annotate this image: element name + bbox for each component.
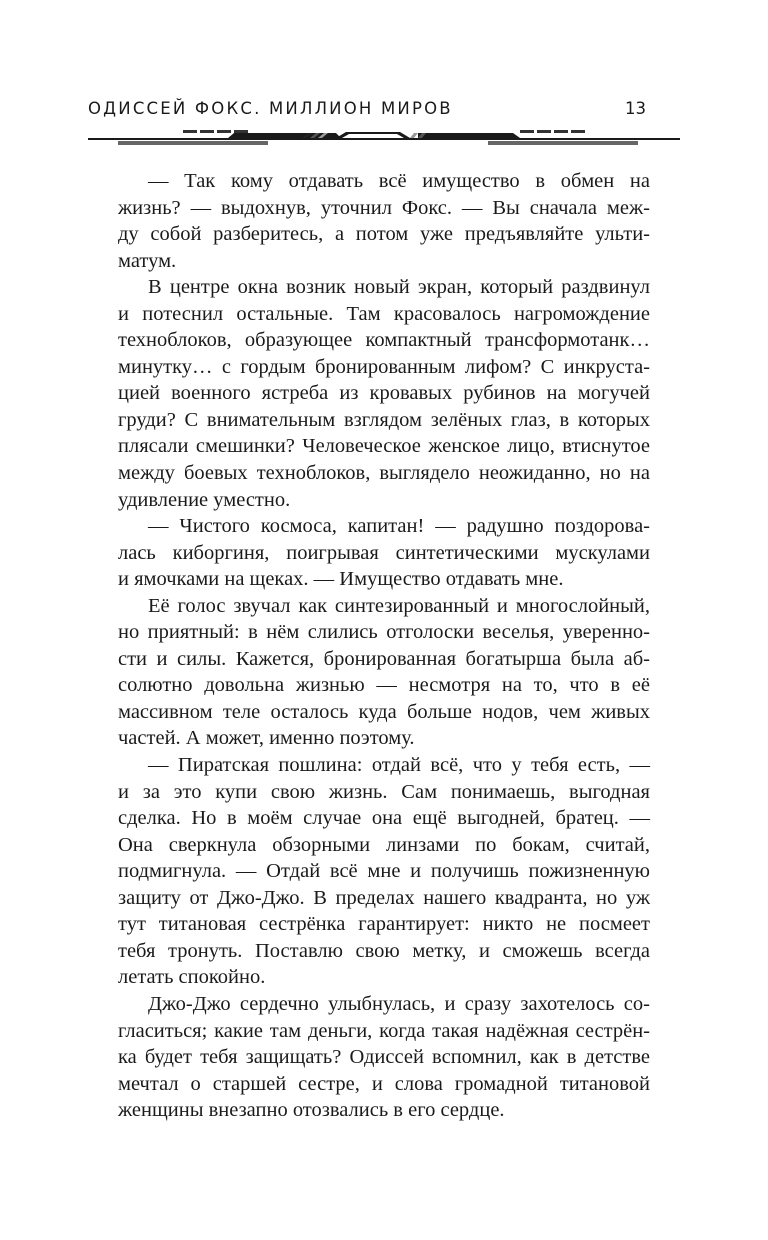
text-line: и потеснил остальные. Там красовалось нагромождение: [118, 302, 650, 325]
text-line: минутку… с гордым бронированным лифом? С инкруста-: [118, 355, 650, 378]
text-line: и за это купи свою жизнь. Сам понимаешь, выгодная: [118, 780, 650, 803]
text-line: удивление уместно.: [118, 488, 291, 511]
header-ornament: [88, 122, 680, 146]
text-line: — Так кому отдавать всё имущество в обмен на: [148, 170, 650, 192]
text-line: и ямочками на щеках. — Имущество отдавать мне.: [118, 568, 564, 591]
text-line: летать спокойно.: [118, 966, 266, 989]
text-line: ду собой разберитесь, а потом уже предъявляйте ульти-: [118, 223, 650, 246]
paragraph: [118, 274, 650, 513]
text-line: между боевых техноблоков, выглядело неожиданно, но на: [118, 462, 650, 485]
text-line: — Чистого космоса, капитан! — радушно поздорова-: [148, 515, 650, 538]
paragraph: [118, 752, 650, 991]
text-line: сти и силы. Кажется, бронированная богатырша была аб-: [118, 647, 650, 670]
text-line: но приятный: в нём слились отголоски веселья, уверенно-: [118, 621, 650, 644]
text-line: защиту от Джо-Джо. В пределах нашего квадранта, но уж: [118, 886, 650, 909]
text-line: груди? С внимательным взглядом зелёных глаз, в которых: [118, 408, 650, 431]
text-line: солютно довольна жизнью — несмотря на то, что в её: [118, 674, 650, 697]
text-line: мечтал о старшей сестре, и слова громадной титановой: [118, 1072, 650, 1095]
text-line: гласиться; какие там деньги, когда такая надёжная сестрён-: [118, 1019, 650, 1042]
text-line: женщины внезапно отозвались в его сердце.: [118, 1099, 505, 1122]
text-line: Она сверкнула обзорными линзами по бокам, считай,: [118, 833, 650, 856]
text-line: техноблоков, образующее компактный трансформотанк…: [118, 329, 650, 352]
text-line: — Пиратская пошлина: отдай всё, что у тебя есть, —: [148, 754, 650, 777]
text-line: сделка. Но в моём случае она ещё выгодней, братец. —: [118, 807, 650, 830]
text-line: подмигнула. — Отдай всё мне и получишь пожизненную: [118, 860, 650, 883]
paragraph: [118, 593, 650, 752]
text-line: тут титановая сестрёнка гарантирует: никто не посмеет: [118, 913, 650, 936]
paragraph: [118, 513, 650, 593]
page-number: 13: [625, 99, 646, 118]
text-line: В центре окна возник новый экран, который раздвинул: [148, 276, 650, 299]
text-line: массивном теле осталось куда больше нодов, чем живых: [118, 700, 650, 723]
text-line: жизнь? — выдохнув, уточнил Фокс. — Вы сначала меж-: [118, 196, 650, 219]
text-line: цией военного ястреба из кровавых рубинов на могучей: [118, 382, 650, 405]
paragraph: [118, 168, 650, 274]
text-line: тебя тронуть. Поставлю свою метку, и сможешь всегда: [118, 939, 650, 962]
paragraph: [118, 991, 650, 1124]
page-body-text: [118, 168, 650, 1124]
text-line: плясали смешинки? Человеческое женское лицо, втиснутое: [118, 435, 650, 458]
text-line: Её голос звучал как синтезированный и многослойный,: [148, 594, 650, 617]
text-line: ка будет тебя защищать? Одиссей вспомнил, как в детстве: [118, 1046, 650, 1069]
running-header-title: ОДИССЕЙ ФОКС. МИЛЛИОН МИРОВ: [88, 99, 453, 118]
text-line: матум.: [118, 249, 177, 272]
text-line: лась киборгиня, поигрывая синтетическими мускулами: [118, 541, 650, 564]
text-line: Джо-Джо сердечно улыбнулась, и сразу захотелось со-: [148, 992, 650, 1015]
text-line: частей. А может, именно поэтому.: [118, 727, 415, 750]
